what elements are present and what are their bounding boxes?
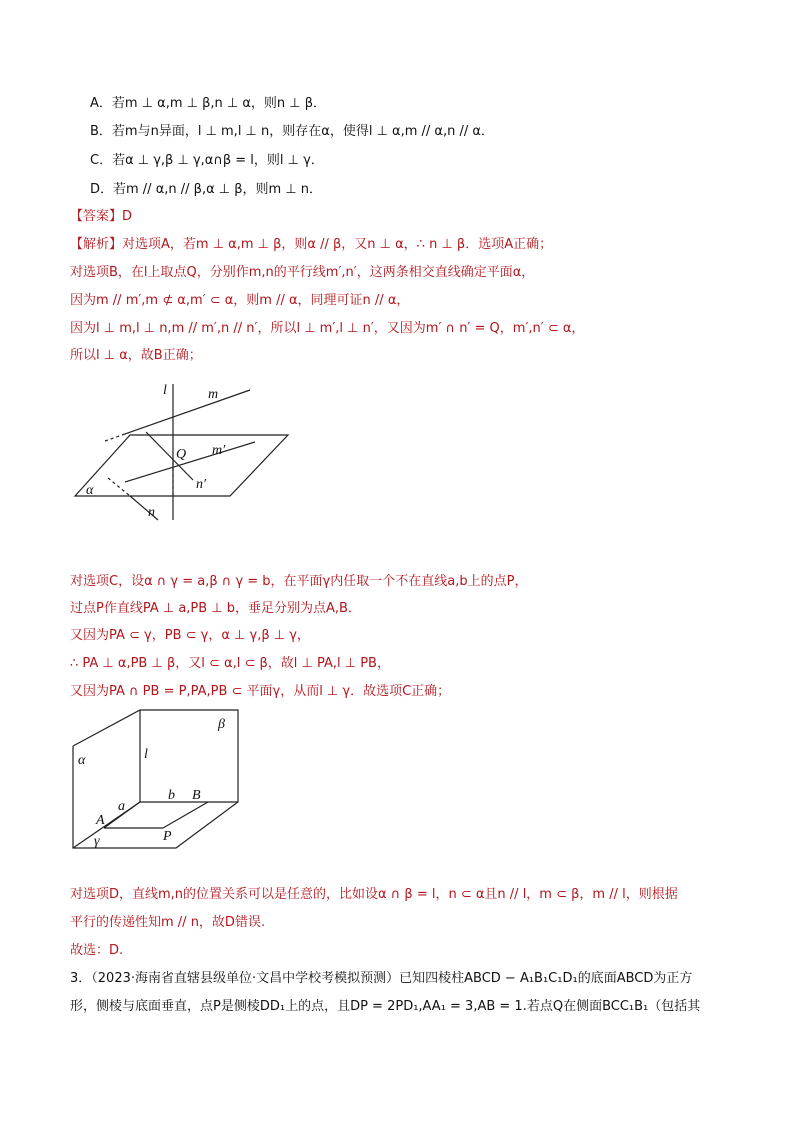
analysis-d-line-2: 平行的传递性知m // n，故D错误. [70, 915, 266, 930]
label-A: A [96, 813, 105, 828]
option-d: D．若m // α,n // β,α ⊥ β，则m ⊥ n． [90, 182, 323, 197]
label-alpha: α [78, 753, 86, 768]
label-gamma: γ [94, 834, 100, 849]
answer-label: 【答案】D [70, 209, 133, 224]
label-b: b [168, 788, 175, 803]
analysis-line-3: 因为m // m′,m ⊄ α,m′ ⊂ α，则m // α，同理可证n // α， [70, 293, 410, 308]
analysis-line-5: 所以l ⊥ α，故B正确； [70, 348, 202, 363]
option-c: C．若α ⊥ γ,β ⊥ γ,α∩β = l，则l ⊥ γ． [90, 153, 324, 168]
label-Q: Q [176, 447, 187, 462]
label-B: B [192, 788, 201, 803]
option-a: A．若m ⊥ α,m ⊥ β,n ⊥ α，则n ⊥ β． [90, 96, 327, 111]
label-a: a [118, 799, 125, 814]
segment-pb [163, 802, 208, 828]
figure-three-planes [68, 706, 248, 856]
problem-3-line-2: 形，侧棱与底面垂直，点P是侧棱DD₁上的点，且DP = 2PD₁,AA₁ = 3,AB = 1.若点Q在侧面BCC₁B₁（包括其 [70, 999, 701, 1014]
label-n-prime: n′ [196, 477, 207, 492]
label-n: n [148, 505, 155, 520]
label-beta: β [218, 717, 225, 732]
analysis-line-4: 因为l ⊥ m,l ⊥ n,m // m′,n // n′，所以l ⊥ m′,l ⊥ n′，又因为m′ ∩ n′ = Q，m′,n′ ⊂ α， [70, 321, 585, 336]
label-l: l [144, 747, 148, 762]
problem-3-line-1: 3．（2023·海南省直辖县级单位·文昌中学校考模拟预测）已知四棱柱ABCD − A₁B₁C₁D₁的底面ABCD为正方 [70, 971, 693, 986]
conclusion: 故选：D. [70, 943, 124, 958]
label-m: m [208, 387, 219, 402]
analysis-c-line-1: 对选项C，设α ∩ γ = a,β ∩ γ = b，在平面γ内任取一个不在直线a,b上的点P， [70, 574, 528, 589]
label-m-prime: m′ [212, 443, 226, 458]
option-b: B．若m与n异面，l ⊥ m,l ⊥ n，则存在α，使得l ⊥ α,m // α,n // α． [90, 124, 494, 139]
analysis-line-1: 【解析】对选项A，若m ⊥ α,m ⊥ β，则α // β，又n ⊥ α，∴ n ⊥ β．选项A正确； [70, 237, 553, 252]
label-l: l [163, 383, 167, 398]
analysis-line-2: 对选项B，在l上取点Q，分别作m,n的平行线m′,n′，这两条相交直线确定平面α， [70, 265, 535, 280]
analysis-c-line-3: 又因为PA ⊂ γ，PB ⊂ γ，α ⊥ γ,β ⊥ γ， [70, 628, 310, 643]
line-m [122, 390, 250, 435]
analysis-c-line-2: 过点P作直线PA ⊥ a,PB ⊥ b，垂足分别为点A,B． [70, 601, 361, 616]
plane-alpha [75, 435, 288, 496]
analysis-d-line-1: 对选项D，直线m,n的位置关系可以是任意的，比如设α ∩ β = l，n ⊂ α且n // l，m ⊂ β，m // l，则根据 [70, 887, 678, 902]
figure-plane-lines [60, 372, 300, 542]
label-P: P [163, 829, 172, 844]
label-alpha: α [86, 483, 94, 498]
line-m-prime [125, 442, 255, 482]
analysis-c-line-5: 又因为PA ∩ PB = P,PA,PB ⊂ 平面γ，从而l ⊥ γ．故选项C正确； [70, 684, 451, 699]
analysis-c-line-4: ∴ PA ⊥ α,PB ⊥ β，又l ⊂ α,l ⊂ β，故l ⊥ PA,l ⊥ PB， [70, 656, 390, 671]
